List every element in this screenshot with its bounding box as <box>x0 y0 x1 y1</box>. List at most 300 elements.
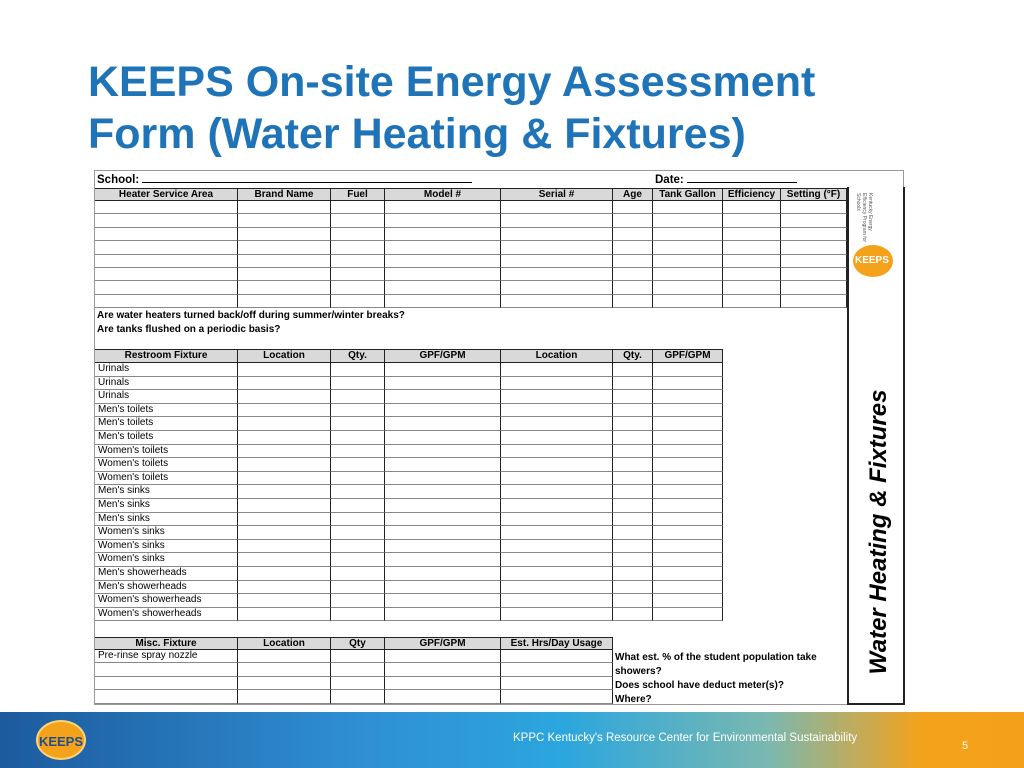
input-cell[interactable] <box>613 499 653 513</box>
input-cell[interactable] <box>613 553 653 567</box>
table-row <box>95 567 723 581</box>
column-header: Fuel <box>331 188 385 201</box>
input-cell[interactable] <box>653 431 723 445</box>
input-cell[interactable] <box>501 472 613 486</box>
input-cell[interactable] <box>501 458 613 472</box>
input-cell[interactable] <box>331 431 385 445</box>
input-cell[interactable] <box>653 417 723 431</box>
input-cell[interactable] <box>501 295 613 308</box>
input-cell[interactable] <box>613 268 653 281</box>
input-cell[interactable] <box>501 540 613 554</box>
column-header: Misc. Fixture <box>95 637 238 650</box>
input-cell[interactable] <box>653 540 723 554</box>
row-label-cell: Men's toilets <box>95 431 238 445</box>
column-header: Qty. <box>331 349 385 363</box>
input-cell[interactable] <box>653 608 723 622</box>
misc-table-header-row <box>95 637 613 650</box>
column-header: Setting (°F) <box>781 188 847 201</box>
input-cell[interactable] <box>238 363 331 377</box>
input-cell[interactable] <box>501 228 613 241</box>
date-field[interactable] <box>655 173 797 186</box>
input-cell[interactable] <box>238 677 331 690</box>
input-cell[interactable] <box>385 228 501 241</box>
input-cell[interactable] <box>653 281 723 294</box>
input-cell[interactable] <box>238 513 331 527</box>
input-cell[interactable] <box>613 581 653 595</box>
input-cell[interactable] <box>331 445 385 459</box>
input-cell[interactable] <box>331 677 385 690</box>
form-sidebar <box>847 187 905 705</box>
input-cell[interactable] <box>781 295 847 308</box>
input-cell[interactable] <box>385 255 501 268</box>
date-label: Date: <box>655 174 684 186</box>
input-cell[interactable] <box>238 241 331 254</box>
input-cell[interactable] <box>331 404 385 418</box>
input-cell[interactable] <box>653 268 723 281</box>
input-cell[interactable] <box>385 581 501 595</box>
input-cell[interactable] <box>385 295 501 308</box>
input-cell[interactable] <box>653 513 723 527</box>
column-header: GPF/GPM <box>385 349 501 363</box>
restroom-table-header-row <box>95 349 723 363</box>
keeps-logo-text: KEEPS <box>38 734 84 749</box>
input-cell[interactable] <box>501 690 613 703</box>
table-row <box>95 540 723 554</box>
heater-question: Are tanks flushed on a periodic basis? <box>97 324 281 335</box>
input-cell[interactable] <box>501 553 613 567</box>
row-label-cell: Urinals <box>95 363 238 377</box>
input-cell[interactable] <box>653 363 723 377</box>
row-label-cell: Women's toilets <box>95 445 238 459</box>
input-cell[interactable] <box>501 513 613 527</box>
input-cell[interactable] <box>613 241 653 254</box>
input-cell[interactable] <box>613 295 653 308</box>
footer-org-text: KPPC Kentucky's Resource Center for Environmental Sustainability <box>513 732 858 744</box>
input-cell[interactable] <box>501 650 613 663</box>
input-cell[interactable] <box>653 377 723 391</box>
input-cell[interactable] <box>723 268 781 281</box>
row-label-cell: Women's toilets <box>95 472 238 486</box>
input-cell[interactable] <box>653 567 723 581</box>
input-cell[interactable] <box>613 228 653 241</box>
input-cell[interactable] <box>331 377 385 391</box>
input-cell[interactable] <box>238 377 331 391</box>
input-cell[interactable] <box>385 363 501 377</box>
school-field[interactable] <box>97 173 472 186</box>
input-cell[interactable] <box>781 201 847 214</box>
input-cell[interactable] <box>238 201 331 214</box>
input-cell[interactable] <box>238 581 331 595</box>
input-cell[interactable] <box>238 567 331 581</box>
table-row <box>95 377 723 391</box>
input-cell[interactable] <box>385 594 501 608</box>
input-cell[interactable] <box>331 390 385 404</box>
input-cell[interactable] <box>613 255 653 268</box>
input-cell[interactable] <box>385 690 501 703</box>
input-cell[interactable] <box>501 581 613 595</box>
table-row <box>95 241 847 254</box>
input-cell[interactable] <box>238 499 331 513</box>
row-label-cell <box>95 295 238 308</box>
row-label-cell <box>95 241 238 254</box>
row-label-cell: Women's sinks <box>95 526 238 540</box>
input-cell[interactable] <box>331 581 385 595</box>
sidebar-program-text: Kentucky Energy Efficiency Program for Schools <box>855 193 873 243</box>
input-cell[interactable] <box>653 241 723 254</box>
input-cell[interactable] <box>331 241 385 254</box>
input-cell[interactable] <box>238 281 331 294</box>
table-row <box>95 677 613 690</box>
input-cell[interactable] <box>501 377 613 391</box>
input-cell[interactable] <box>385 458 501 472</box>
table-row <box>95 201 847 214</box>
input-cell[interactable] <box>501 201 613 214</box>
input-cell[interactable] <box>385 281 501 294</box>
input-cell[interactable] <box>238 458 331 472</box>
row-label-cell <box>95 214 238 227</box>
table-row <box>95 228 847 241</box>
input-cell[interactable] <box>238 663 331 676</box>
table-row <box>95 404 723 418</box>
row-label-cell: Men's showerheads <box>95 581 238 595</box>
input-cell[interactable] <box>238 228 331 241</box>
school-underline <box>142 173 472 183</box>
title-line-1: KEEPS On-site Energy Assessment <box>88 58 816 106</box>
input-cell[interactable] <box>613 513 653 527</box>
input-cell[interactable] <box>723 214 781 227</box>
input-cell[interactable] <box>653 485 723 499</box>
input-cell[interactable] <box>501 608 613 622</box>
row-label-cell <box>95 281 238 294</box>
input-cell[interactable] <box>385 377 501 391</box>
row-label-cell <box>95 268 238 281</box>
column-header: Serial # <box>501 188 613 201</box>
row-label-cell <box>95 677 238 690</box>
input-cell[interactable] <box>613 608 653 622</box>
row-label-cell: Women's sinks <box>95 540 238 554</box>
input-cell[interactable] <box>385 214 501 227</box>
input-cell[interactable] <box>613 281 653 294</box>
input-cell[interactable] <box>385 553 501 567</box>
input-cell[interactable] <box>238 608 331 622</box>
input-cell[interactable] <box>238 417 331 431</box>
input-cell[interactable] <box>653 201 723 214</box>
title-line-2: Form (Water Heating & Fixtures) <box>88 110 746 158</box>
input-cell[interactable] <box>385 567 501 581</box>
input-cell[interactable] <box>653 404 723 418</box>
input-cell[interactable] <box>385 485 501 499</box>
row-label-cell <box>95 228 238 241</box>
input-cell[interactable] <box>331 499 385 513</box>
input-cell[interactable] <box>653 594 723 608</box>
table-row <box>95 608 723 622</box>
column-header: Tank Gallon <box>653 188 723 201</box>
sidebar-vertical-title: Water Heating & Fixtures <box>865 389 892 675</box>
input-cell[interactable] <box>501 485 613 499</box>
input-cell[interactable] <box>723 281 781 294</box>
row-label-cell <box>95 255 238 268</box>
row-label-cell: Women's toilets <box>95 458 238 472</box>
input-cell[interactable] <box>501 445 613 459</box>
row-label-cell: Men's showerheads <box>95 567 238 581</box>
table-row <box>95 255 847 268</box>
column-header: GPF/GPM <box>385 637 501 650</box>
input-cell[interactable] <box>781 255 847 268</box>
input-cell[interactable] <box>238 431 331 445</box>
input-cell[interactable] <box>653 458 723 472</box>
input-cell[interactable] <box>331 526 385 540</box>
input-cell[interactable] <box>238 268 331 281</box>
column-header: Age <box>613 188 653 201</box>
table-row <box>95 417 723 431</box>
table-row <box>95 445 723 459</box>
input-cell[interactable] <box>653 553 723 567</box>
input-cell[interactable] <box>501 499 613 513</box>
table-row <box>95 513 723 527</box>
input-cell[interactable] <box>723 295 781 308</box>
heater-table-header-row <box>95 188 847 201</box>
input-cell[interactable] <box>613 540 653 554</box>
input-cell[interactable] <box>238 485 331 499</box>
input-cell[interactable] <box>238 214 331 227</box>
table-row <box>95 281 847 294</box>
input-cell[interactable] <box>331 281 385 294</box>
input-cell[interactable] <box>501 214 613 227</box>
input-cell[interactable] <box>238 390 331 404</box>
input-cell[interactable] <box>385 404 501 418</box>
column-header: Model # <box>385 188 501 201</box>
input-cell[interactable] <box>653 295 723 308</box>
table-row <box>95 390 723 404</box>
misc-question: showers? <box>615 666 662 677</box>
input-cell[interactable] <box>653 445 723 459</box>
input-cell[interactable] <box>781 268 847 281</box>
input-cell[interactable] <box>385 472 501 486</box>
input-cell[interactable] <box>501 526 613 540</box>
input-cell[interactable] <box>501 567 613 581</box>
input-cell[interactable] <box>501 404 613 418</box>
input-cell[interactable] <box>238 472 331 486</box>
table-row <box>95 485 723 499</box>
input-cell[interactable] <box>385 417 501 431</box>
input-cell[interactable] <box>501 255 613 268</box>
column-header: Location <box>238 637 331 650</box>
input-cell[interactable] <box>385 513 501 527</box>
column-header: GPF/GPM <box>653 349 723 363</box>
column-header: Heater Service Area <box>95 188 238 201</box>
school-label: School: <box>97 174 140 186</box>
column-header: Efficiency <box>723 188 781 201</box>
input-cell[interactable] <box>501 663 613 676</box>
row-label-cell: Urinals <box>95 377 238 391</box>
input-cell[interactable] <box>653 472 723 486</box>
input-cell[interactable] <box>613 201 653 214</box>
misc-question: Does school have deduct meter(s)? <box>615 680 784 691</box>
input-cell[interactable] <box>653 255 723 268</box>
input-cell[interactable] <box>238 650 331 663</box>
input-cell[interactable] <box>385 241 501 254</box>
input-cell[interactable] <box>385 445 501 459</box>
input-cell[interactable] <box>613 458 653 472</box>
input-cell[interactable] <box>501 363 613 377</box>
input-cell[interactable] <box>331 363 385 377</box>
input-cell[interactable] <box>613 445 653 459</box>
column-header: Location <box>501 349 613 363</box>
table-row <box>95 663 613 676</box>
table-row <box>95 363 723 377</box>
input-cell[interactable] <box>331 567 385 581</box>
input-cell[interactable] <box>385 390 501 404</box>
input-cell[interactable] <box>385 650 501 663</box>
input-cell[interactable] <box>613 377 653 391</box>
input-cell[interactable] <box>781 281 847 294</box>
input-cell[interactable] <box>723 228 781 241</box>
row-label-cell: Men's sinks <box>95 513 238 527</box>
input-cell[interactable] <box>238 540 331 554</box>
keeps-logo <box>36 720 86 760</box>
footer-bar <box>0 712 1024 768</box>
input-cell[interactable] <box>331 540 385 554</box>
row-label-cell: Urinals <box>95 390 238 404</box>
input-cell[interactable] <box>385 677 501 690</box>
input-cell[interactable] <box>653 228 723 241</box>
input-cell[interactable] <box>653 390 723 404</box>
input-cell[interactable] <box>385 663 501 676</box>
input-cell[interactable] <box>781 228 847 241</box>
input-cell[interactable] <box>331 201 385 214</box>
input-cell[interactable] <box>613 485 653 499</box>
column-header: Restroom Fixture <box>95 349 238 363</box>
input-cell[interactable] <box>331 663 385 676</box>
input-cell[interactable] <box>331 214 385 227</box>
input-cell[interactable] <box>331 485 385 499</box>
input-cell[interactable] <box>331 255 385 268</box>
input-cell[interactable] <box>331 472 385 486</box>
input-cell[interactable] <box>613 567 653 581</box>
date-underline <box>687 173 797 183</box>
input-cell[interactable] <box>723 201 781 214</box>
input-cell[interactable] <box>613 214 653 227</box>
input-cell[interactable] <box>331 295 385 308</box>
row-label-cell <box>95 201 238 214</box>
table-row <box>95 499 723 513</box>
input-cell[interactable] <box>331 594 385 608</box>
input-cell[interactable] <box>613 404 653 418</box>
input-cell[interactable] <box>501 417 613 431</box>
input-cell[interactable] <box>238 445 331 459</box>
row-label-cell: Women's showerheads <box>95 608 238 622</box>
column-header: Est. Hrs/Day Usage <box>501 637 613 650</box>
sidebar-logo-text: KEEPS <box>855 255 889 266</box>
row-label-cell: Men's toilets <box>95 417 238 431</box>
input-cell[interactable] <box>331 650 385 663</box>
table-row <box>95 594 723 608</box>
input-cell[interactable] <box>613 431 653 445</box>
input-cell[interactable] <box>331 608 385 622</box>
input-cell[interactable] <box>613 526 653 540</box>
input-cell[interactable] <box>501 390 613 404</box>
input-cell[interactable] <box>501 241 613 254</box>
input-cell[interactable] <box>331 690 385 703</box>
input-cell[interactable] <box>331 228 385 241</box>
misc-questions <box>615 651 845 707</box>
input-cell[interactable] <box>331 513 385 527</box>
input-cell[interactable] <box>501 431 613 445</box>
input-cell[interactable] <box>653 214 723 227</box>
table-row <box>95 458 723 472</box>
table-row <box>95 650 613 663</box>
misc-question: What est. % of the student population take <box>615 652 817 663</box>
input-cell[interactable] <box>331 458 385 472</box>
input-cell[interactable] <box>613 417 653 431</box>
page-number: 5 <box>962 740 969 752</box>
input-cell[interactable] <box>238 295 331 308</box>
input-cell[interactable] <box>653 581 723 595</box>
row-label-cell: Men's sinks <box>95 485 238 499</box>
input-cell[interactable] <box>238 526 331 540</box>
row-label-cell: Women's sinks <box>95 553 238 567</box>
column-header: Brand Name <box>238 188 331 201</box>
input-cell[interactable] <box>385 268 501 281</box>
input-cell[interactable] <box>238 594 331 608</box>
input-cell[interactable] <box>501 677 613 690</box>
table-row <box>95 268 847 281</box>
input-cell[interactable] <box>331 553 385 567</box>
table-row <box>95 526 723 540</box>
input-cell[interactable] <box>331 268 385 281</box>
input-cell[interactable] <box>501 594 613 608</box>
input-cell[interactable] <box>238 553 331 567</box>
input-cell[interactable] <box>501 268 613 281</box>
input-cell[interactable] <box>613 472 653 486</box>
input-cell[interactable] <box>723 255 781 268</box>
input-cell[interactable] <box>781 214 847 227</box>
row-label-cell: Pre-rinse spray nozzle <box>95 650 238 663</box>
input-cell[interactable] <box>385 526 501 540</box>
column-header: Location <box>238 349 331 363</box>
input-cell[interactable] <box>385 540 501 554</box>
input-cell[interactable] <box>653 499 723 513</box>
row-label-cell: Men's sinks <box>95 499 238 513</box>
table-row <box>95 690 613 703</box>
input-cell[interactable] <box>613 390 653 404</box>
row-label-cell <box>95 690 238 703</box>
input-cell[interactable] <box>385 608 501 622</box>
table-row <box>95 431 723 445</box>
input-cell[interactable] <box>613 594 653 608</box>
input-cell[interactable] <box>238 255 331 268</box>
heater-question: Are water heaters turned back/off during summer/winter breaks? <box>97 310 405 321</box>
input-cell[interactable] <box>238 690 331 703</box>
assessment-form <box>94 170 904 705</box>
table-row <box>95 295 847 308</box>
input-cell[interactable] <box>723 241 781 254</box>
input-cell[interactable] <box>781 241 847 254</box>
table-row <box>95 581 723 595</box>
input-cell[interactable] <box>613 363 653 377</box>
table-row <box>95 214 847 227</box>
input-cell[interactable] <box>385 499 501 513</box>
input-cell[interactable] <box>653 526 723 540</box>
input-cell[interactable] <box>238 404 331 418</box>
input-cell[interactable] <box>385 201 501 214</box>
heater-questions <box>97 309 405 337</box>
row-label-cell <box>95 663 238 676</box>
input-cell[interactable] <box>331 417 385 431</box>
input-cell[interactable] <box>501 281 613 294</box>
slide-title <box>88 56 988 160</box>
input-cell[interactable] <box>385 431 501 445</box>
